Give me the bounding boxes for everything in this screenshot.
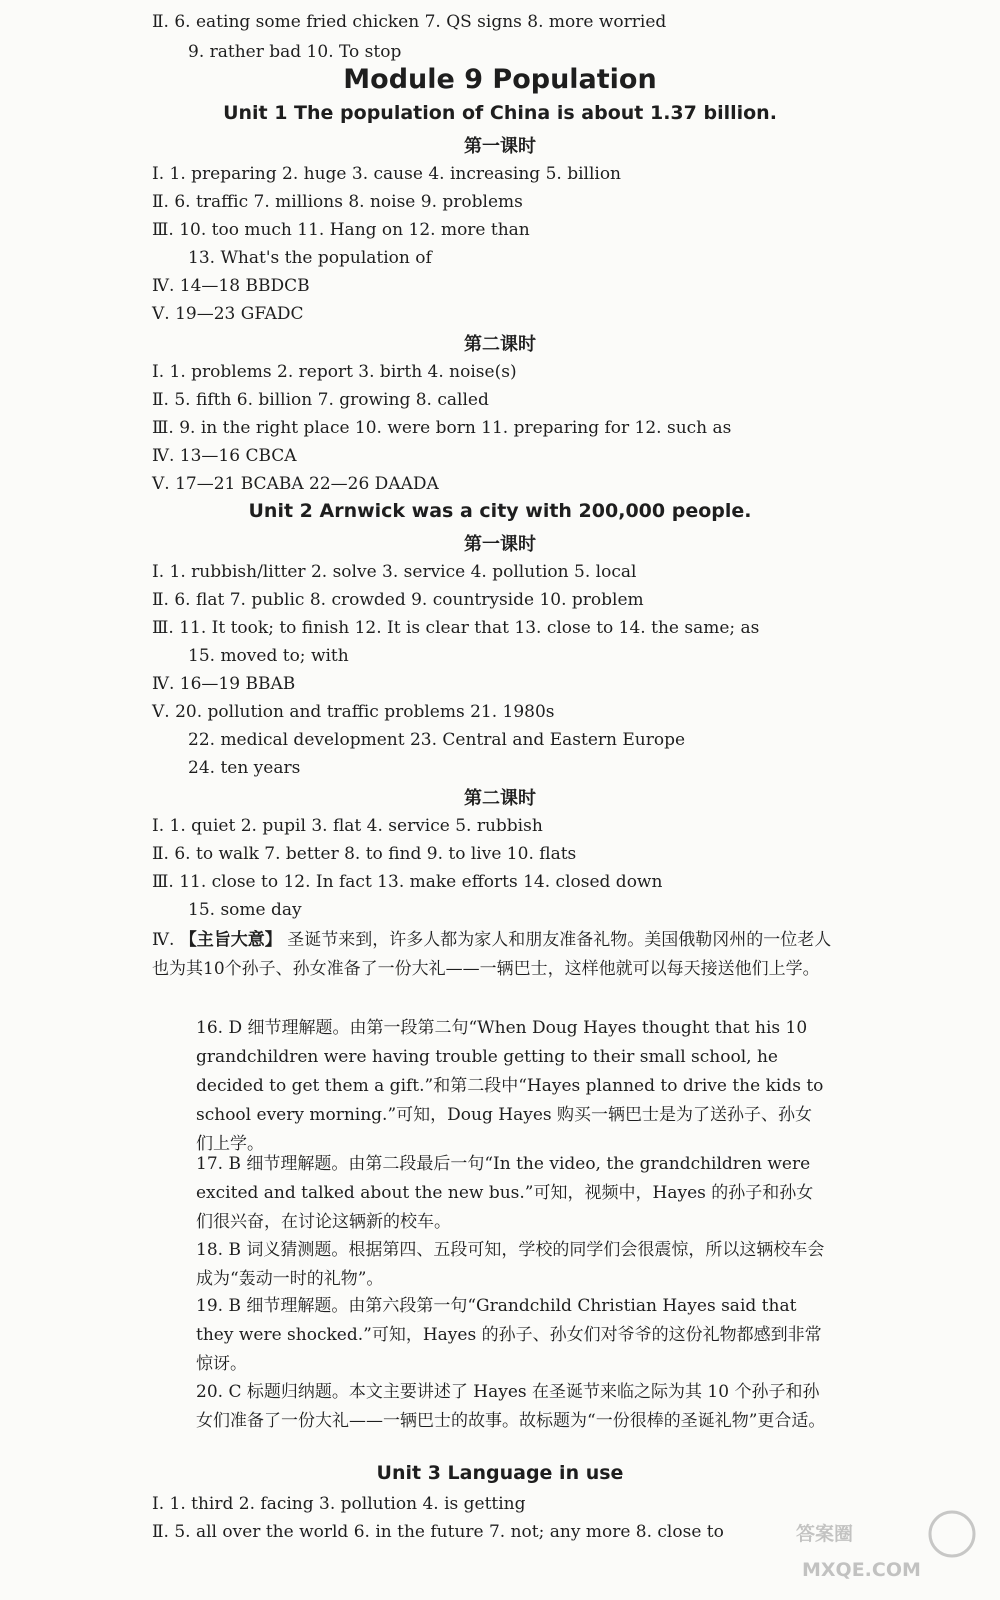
answer-line: Ⅴ. 17—21 BCABA 22—26 DAADA — [152, 474, 439, 494]
explanation-item: 18. B 词义猜测题。根据第四、五段可知，学校的同学们会很震惊，所以这辆校车会成为“轰动一时的礼物”。 — [196, 1240, 825, 1289]
answer-line: Ⅱ. 5. fifth 6. billion 7. growing 8. called — [152, 390, 489, 410]
explanation-item: 17. B 细节理解题。由第二段最后一句“In the video, the grandchildren were excited and talked about the new bus.”可知，视频中，Hayes 的孙子和孙女们很兴奋，在讨论这辆新的校车。 — [196, 1154, 814, 1232]
lesson-heading: 第二课时 — [464, 788, 536, 809]
module-title: Module 9 Population — [343, 64, 657, 95]
answer-line: Ⅰ. 1. quiet 2. pupil 3. flat 4. service 5. rubbish — [152, 816, 543, 836]
main-idea-paragraph — [152, 926, 842, 984]
answer-line: Ⅰ. 1. rubbish/litter 2. solve 3. service 4. pollution 5. local — [152, 562, 637, 582]
answer-line: 15. moved to; with — [188, 646, 349, 666]
answer-line: Ⅰ. 1. preparing 2. huge 3. cause 4. increasing 5. billion — [152, 164, 622, 184]
explanation-item: 19. B 细节理解题。由第六段第一句“Grandchild Christian Hayes said that they were shocked.”可知，Hayes 的孙子、孙女们对爷爷的这份礼物都感到非常惊讶。 — [196, 1296, 822, 1374]
watermark-text: 答案圈 — [796, 1523, 854, 1545]
answer-line: Ⅱ. 5. all over the world 6. in the future 7. not; any more 8. close to — [152, 1522, 724, 1542]
answer-line: Ⅰ. 1. problems 2. report 3. birth 4. noise(s) — [152, 362, 517, 382]
explanation-item: 16. D 细节理解题。由第一段第二句“When Doug Hayes thought that his 10 grandchildren were having trouble getting to their small school, he decided to get them a gift.”和第二段中“Hayes planned to drive the kids to school every morning.”可知，Doug Hayes 购买一辆巴士是为了送孙子、孙女们上学。 — [196, 1018, 824, 1154]
answer-line: Ⅳ. 16—19 BBAB — [152, 674, 296, 694]
lesson-heading: 第一课时 — [464, 136, 536, 157]
main-idea-label: 【主旨大意】 — [179, 930, 282, 950]
answer-line: Ⅲ. 10. too much 11. Hang on 12. more than — [152, 220, 530, 240]
answer-line: Ⅲ. 11. close to 12. In fact 13. make efforts 14. closed down — [152, 872, 663, 892]
answer-line: Ⅱ. 6. flat 7. public 8. crowded 9. countryside 10. problem — [152, 590, 644, 610]
unit-title: Unit 3 Language in use — [376, 1462, 624, 1484]
answer-line: Ⅳ. 14—18 BBDCB — [152, 276, 310, 296]
main-idea-text: 圣诞节来到，许多人都为家人和朋友准备礼物。美国俄勒冈州的一位老人也为其10个孙子、孙女准备了一份大礼——一辆巴士，这样他就可以每天接送他们上学。 — [152, 930, 832, 979]
answer-line: Ⅴ. 19—23 GFADC — [152, 304, 304, 324]
answer-line: 13. What's the population of — [188, 248, 432, 268]
answer-line: 9. rather bad 10. To stop — [188, 42, 402, 62]
lesson-heading: 第二课时 — [464, 334, 536, 355]
answer-line: 22. medical development 23. Central and Eastern Europe — [188, 730, 686, 750]
answer-line: Ⅳ. 13—16 CBCA — [152, 446, 297, 466]
section-marker: Ⅳ. — [152, 930, 175, 950]
unit-title: Unit 2 Arnwick was a city with 200,000 people. — [248, 500, 752, 522]
lesson-heading: 第一课时 — [464, 534, 536, 555]
watermark-logo — [792, 1506, 982, 1586]
answer-line: 15. some day — [188, 900, 302, 920]
answer-line: Ⅰ. 1. third 2. facing 3. pollution 4. is getting — [152, 1494, 526, 1514]
answer-line: Ⅲ. 9. in the right place 10. were born 11. preparing for 12. such as — [152, 418, 732, 438]
answer-line: Ⅱ. 6. eating some fried chicken 7. QS signs 8. more worried — [152, 12, 667, 32]
answer-line: Ⅲ. 11. It took; to finish 12. It is clear that 13. close to 14. the same; as — [152, 618, 760, 638]
explanation-item: 20. C 标题归纳题。本文主要讲述了 Hayes 在圣诞节来临之际为其 10 个孙子和孙女们准备了一份大礼——一辆巴士的故事。故标题为“一份很棒的圣诞礼物”更合适。 — [196, 1382, 826, 1431]
answer-line: Ⅱ. 6. traffic 7. millions 8. noise 9. problems — [152, 192, 523, 212]
watermark-url: MXQE.COM — [802, 1559, 921, 1581]
answer-line: 24. ten years — [188, 758, 301, 778]
answer-line: Ⅴ. 20. pollution and traffic problems 21. 1980s — [152, 702, 555, 722]
unit-title: Unit 1 The population of China is about 1.37 billion. — [223, 102, 777, 124]
answer-line: Ⅱ. 6. to walk 7. better 8. to find 9. to live 10. flats — [152, 844, 577, 864]
